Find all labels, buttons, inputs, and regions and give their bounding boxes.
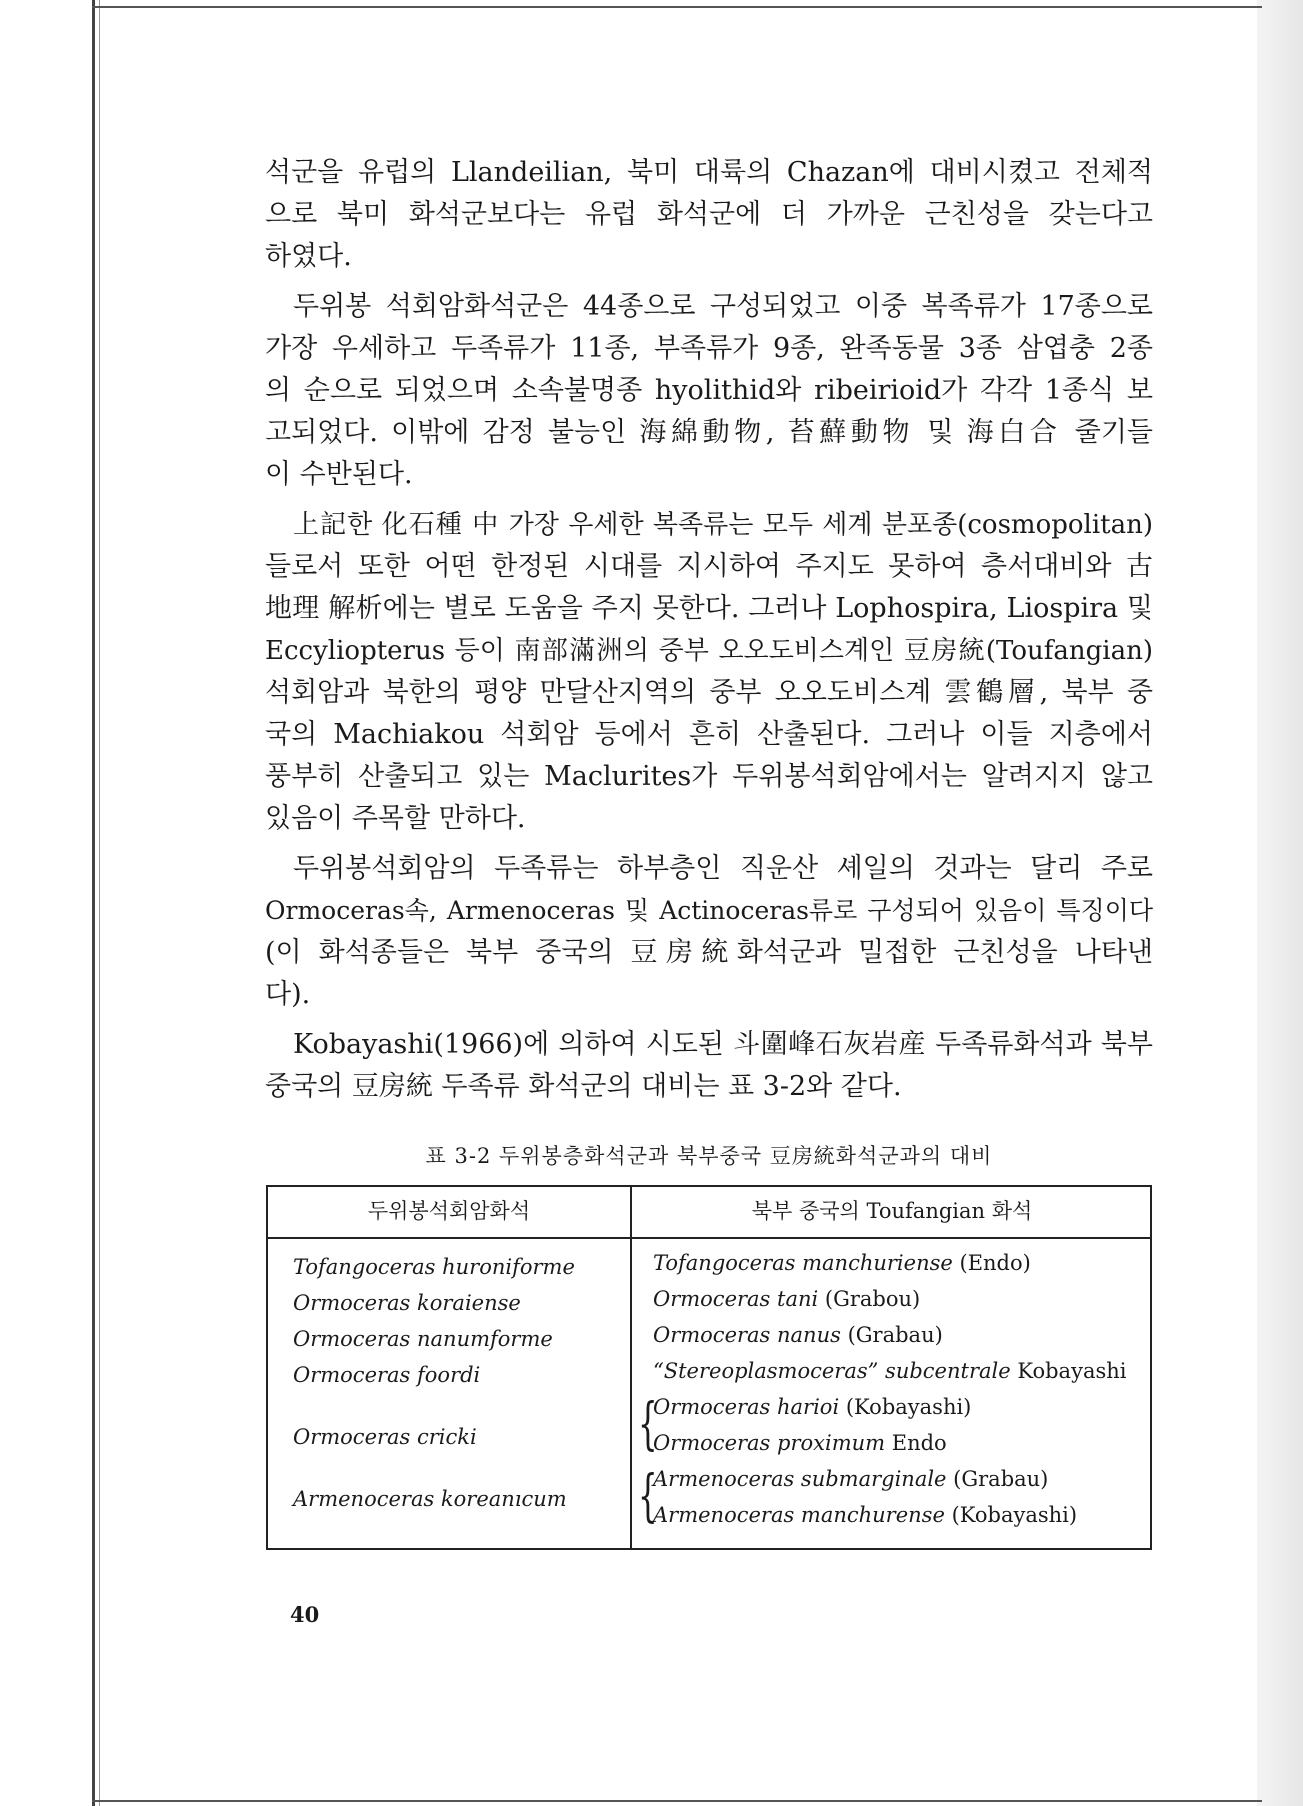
table-caption: 표 3-2 두위봉층화석군과 북부중국 豆房統화석군과의 대비 xyxy=(425,1144,993,1168)
header-rule xyxy=(268,1237,1150,1239)
text-line: Eccyliopterus 등이 南部滿洲의 중부 오오도비스계인 豆房統(Toufangian) xyxy=(265,636,1153,666)
text-line: 두위봉석회암의 두족류는 하부층인 직운산 셰일의 것과는 달리 주로 xyxy=(293,853,1153,884)
body-text xyxy=(265,152,1153,1116)
text-line: 두위봉 석회암화석군은 44종으로 구성되었고 이중 복족류가 17종으로 xyxy=(293,291,1153,322)
species-author: (Endo) xyxy=(959,1251,1031,1275)
species-author: Endo xyxy=(891,1431,947,1455)
paragraph xyxy=(265,1024,1153,1108)
text-line: 중국의 豆房統 두족류 화석군의 대비는 표 3-2와 같다. xyxy=(265,1071,902,1102)
species-name: Ormoceras tani xyxy=(653,1287,819,1311)
species-author: (Grabou) xyxy=(824,1287,921,1311)
text-line: 이 수반된다. xyxy=(265,459,413,490)
species-author: (Kobayashi) xyxy=(951,1503,1078,1527)
text-line: 고되었다. 이밖에 감정 불능인 海綿動物, 苔蘚動物 및 海白合 줄기들 xyxy=(265,417,1153,448)
table-cell-left: Tofangoceras huroniforme xyxy=(293,1255,575,1279)
species-author: (Grabau) xyxy=(953,1467,1049,1491)
table-cell-right xyxy=(653,1395,971,1419)
species-name: “Stereoplasmoceras” subcentrale xyxy=(653,1359,1011,1383)
page-edge-left-inner xyxy=(99,0,100,1806)
text-line: 들로서 또한 어떤 한정된 시대를 지시하여 주지도 못하여 층서대비와 古 xyxy=(265,551,1153,582)
text-line: 석군을 유럽의 Llandeilian, 북미 대륙의 Chazan에 대비시켰고 전체적 xyxy=(265,157,1153,188)
species-author: (Grabau) xyxy=(847,1323,943,1347)
species-name: Ormoceras harioi xyxy=(653,1395,840,1419)
text-line: Ormoceras속, Armenoceras 및 Actinoceras류로 구성되어 있음이 특징이다 xyxy=(265,896,1153,925)
species-author: (Kobayashi) xyxy=(845,1395,972,1419)
page-edge-top xyxy=(92,6,1262,8)
grouping-brace: { xyxy=(638,1392,658,1457)
text-line: 가장 우세하고 두족류가 11종, 부족류가 9종, 완족동물 3종 삼엽충 2종 xyxy=(265,333,1153,364)
page-edge-bottom xyxy=(92,1800,1262,1802)
table-header-left: 두위봉석회암화석 xyxy=(367,1199,531,1223)
text-line: 다). xyxy=(265,979,311,1010)
page-shadow xyxy=(1257,0,1303,1806)
page-number: 40 xyxy=(290,1602,320,1627)
column-divider xyxy=(630,1187,632,1548)
table-cell-left: Ormoceras nanumforme xyxy=(293,1327,553,1351)
table-cell-left: Ormoceras koraiense xyxy=(293,1291,521,1315)
species-name: Armenoceras submarginale xyxy=(653,1467,947,1491)
table-cell-right xyxy=(653,1467,1048,1491)
table-cell-right xyxy=(653,1323,943,1347)
paragraph xyxy=(265,504,1153,840)
species-author: Kobayashi xyxy=(1017,1359,1127,1383)
text-line: 풍부히 산출되고 있는 Maclurites가 두위봉석회암에서는 알려지지 않고 xyxy=(265,761,1153,792)
table-cell-left: Ormoceras foordi xyxy=(293,1363,481,1387)
text-line: Kobayashi(1966)에 의하여 시도된 斗圍峰石灰岩産 두족류화석과 북부 xyxy=(293,1029,1153,1060)
text-line: 석회암과 북한의 평양 만달산지역의 중부 오오도비스계 雲鶴層, 북부 중 xyxy=(265,677,1153,708)
species-name: Armenoceras manchurense xyxy=(653,1503,945,1527)
species-name: Ormoceras nanus xyxy=(653,1323,841,1347)
text-line: 의 순으로 되었으며 소속불명종 hyolithid와 ribeirioid가 각각 1종식 보 xyxy=(265,375,1153,406)
table-cell-right xyxy=(653,1251,1031,1275)
grouping-brace: { xyxy=(638,1464,658,1529)
table-cell-right xyxy=(653,1503,1077,1527)
text-line: 上記한 化石種 中 가장 우세한 복족류는 모두 세계 분포종(cosmopolitan) xyxy=(293,510,1153,540)
species-name: Tofangoceras manchuriense xyxy=(653,1251,953,1275)
text-line: 있음이 주목할 만하다. xyxy=(265,803,526,834)
table-cell-right xyxy=(653,1359,1126,1383)
paragraph xyxy=(265,848,1153,1016)
text-line: 하였다. xyxy=(265,241,352,272)
page-edge-left xyxy=(92,0,95,1806)
paragraph xyxy=(265,152,1153,278)
text-line: 地理 解析에는 별로 도움을 주지 못한다. 그러나 Lophospira, Liospira 및 xyxy=(265,593,1153,624)
table-header-right: 북부 중국의 Toufangian 화석 xyxy=(751,1199,1033,1223)
text-line: (이 화석종들은 북부 중국의 豆房統화석군과 밀접한 근친성을 나타낸 xyxy=(265,937,1153,968)
table-cell-right xyxy=(653,1287,920,1311)
text-line: 으로 북미 화석군보다는 유럽 화석군에 더 가까운 근친성을 갖는다고 xyxy=(265,199,1153,230)
table-cell-left: Armenoceras koreanıcum xyxy=(293,1487,567,1511)
text-line: 국의 Machiakou 석회암 등에서 흔히 산출된다. 그러나 이들 지층에서 xyxy=(265,719,1153,750)
table-cell-left: Ormoceras cricki xyxy=(293,1425,477,1449)
fossil-comparison-table xyxy=(266,1185,1152,1550)
species-name: Ormoceras proximum xyxy=(653,1431,886,1455)
paragraph xyxy=(265,286,1153,496)
table-cell-right xyxy=(653,1431,947,1455)
